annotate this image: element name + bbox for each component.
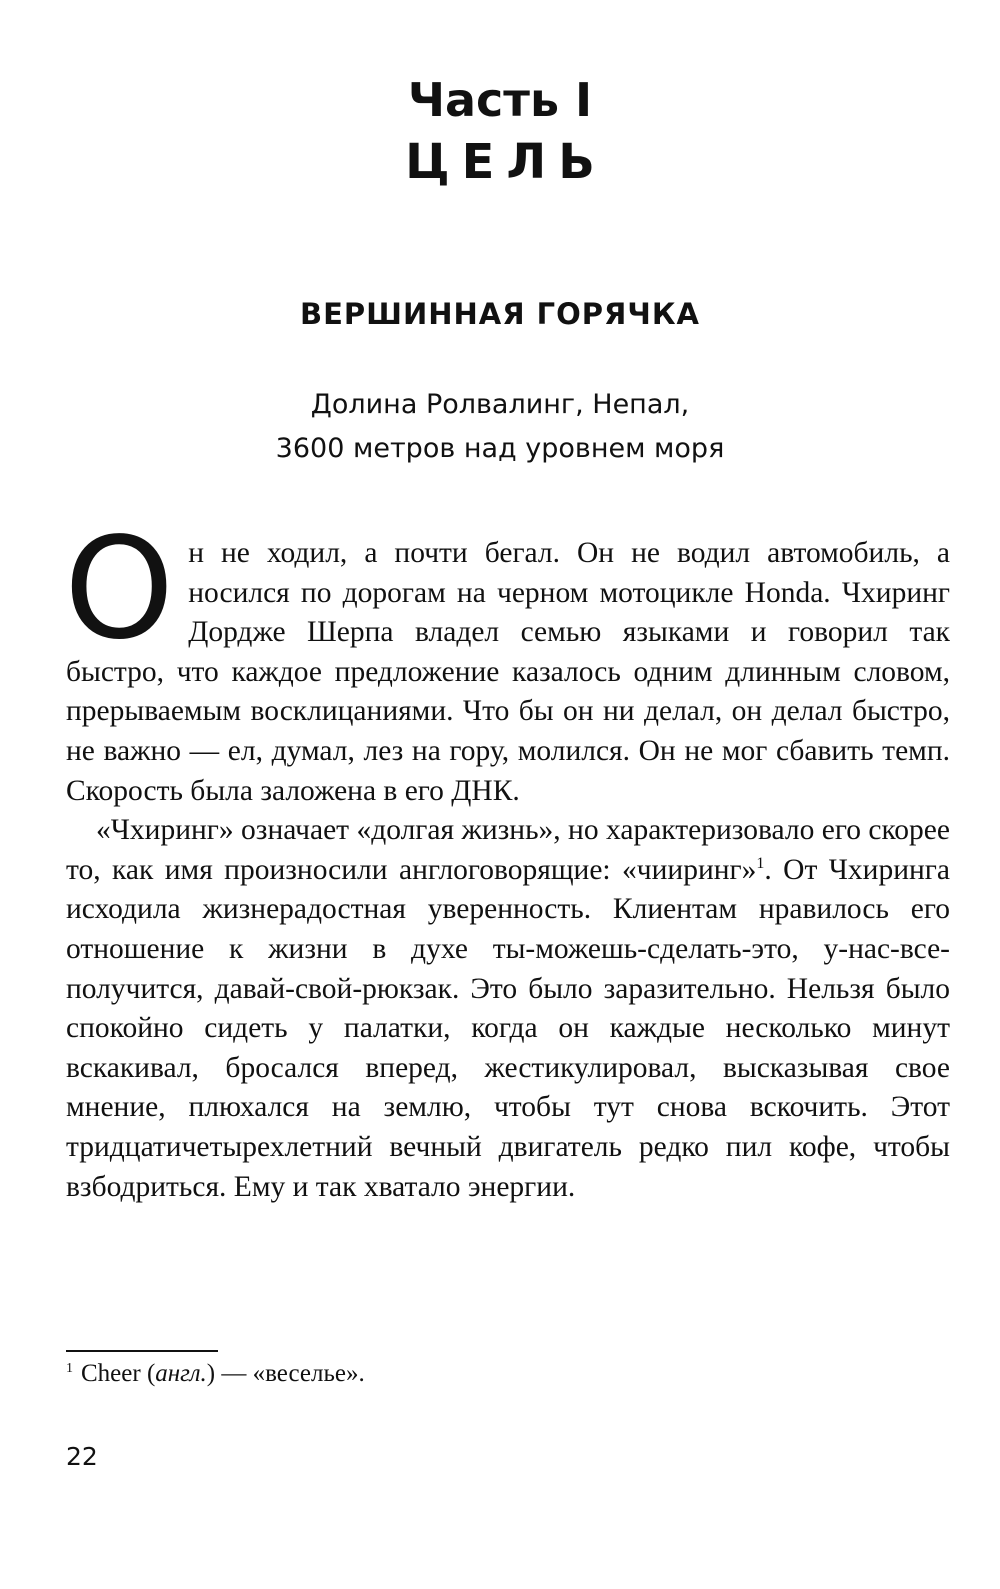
location-line-2: 3600 метров над уровнем моря bbox=[275, 433, 725, 464]
footnote-text-end: ) — «веселье». bbox=[206, 1360, 365, 1387]
chapter-title: ВЕРШИННАЯ ГОРЯЧКА bbox=[300, 297, 700, 331]
part-title: ЦЕЛЬ bbox=[405, 134, 607, 190]
chapter-location bbox=[0, 383, 1000, 471]
part-label: Часть I bbox=[407, 73, 593, 127]
footnote bbox=[66, 1357, 950, 1391]
page-number: 22 bbox=[66, 1442, 98, 1471]
footnote-text-start: Cheer ( bbox=[81, 1360, 156, 1387]
body-text bbox=[64, 508, 950, 1207]
paragraph-1 bbox=[64, 508, 950, 811]
paragraph-2-text-end: . От Чхиринга исходила жизнерадостная уверенность. Клиентам нравилось его отношение к жизни в духе ты-можешь-сделать-это, у-нас-все-получится, давай-свой-рюкзак. Это было заразительно. Нельзя было спокойно сидеть у палатки, когда он каждые несколько минут вскакивал, бросался вперед, жестикулировал, высказывая свое мнение, плюхался на землю, чтобы тут снова вскочить. Этот тридцатичетырехлетний вечный двигатель редко пил кофе, чтобы взбодриться. Ему и так хватало энергии. bbox=[66, 853, 950, 1203]
paragraph-2-text-start: «Чхиринг» означает «долгая жизнь», но характеризовало его скорее то, как имя произносили англоговорящие: «чииринг» bbox=[66, 814, 950, 886]
footnote-italic: англ. bbox=[155, 1360, 207, 1387]
paragraph-1-text: н не ходил, а почти бегал. Он не водил автомобиль, а носился по дорогам на черном мотоцикле Honda. Чхиринг Дордже Шерпа владел семью языками и говорил так быстро, что каждое предложение казалось одним длинным словом, прерываемым восклицаниями. Что бы он ни делал, он делал быстро, не важно — ел, думал, лез на гору, молился. Он не мог сбавить темп. Скорость была заложена в его ДНК. bbox=[66, 537, 950, 807]
paragraph-2 bbox=[66, 811, 950, 1207]
drop-cap: О bbox=[64, 508, 175, 671]
footnote-divider bbox=[66, 1350, 218, 1352]
location-line-1: Долина Ролвалинг, Непал, bbox=[310, 389, 690, 420]
footnote-reference[interactable]: 1 bbox=[756, 854, 765, 872]
footnote-marker: 1 bbox=[66, 1360, 73, 1376]
